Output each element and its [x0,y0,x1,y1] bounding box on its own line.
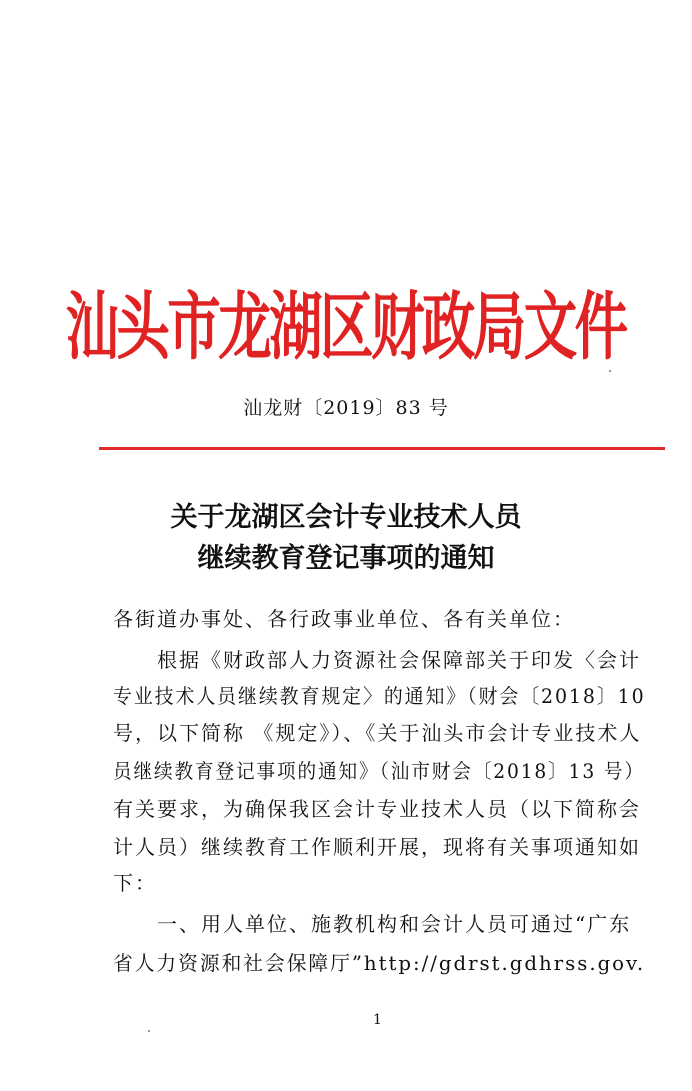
body-line: 下： [113,871,157,895]
body-line: 有关要求，为确保我区会计专业技术人员（以下简称会 [113,797,641,821]
body-line: 根据《财政部人力资源社会保障部关于印发〈会计 [113,648,641,672]
notice-title-line-2: 继续教育登记事项的通知 [197,543,495,574]
body-line: 各街道办事处、各行政事业单位、各有关单位： [113,607,575,631]
body-line: 员继续教育登记事项的通知》（汕市财会〔2018〕13 号） [113,759,645,783]
body-line: 专业技术人员继续教育规定〉的通知》（财会〔2018〕10 [113,684,646,708]
body-line: 计人员）继续教育工作顺利开展，现将有关事项通知如 [113,835,641,859]
header-title: 汕头市龙湖区财政局文件 [65,283,627,370]
page-number: 1 [373,1012,382,1028]
body-line: 省人力资源和社会保障厅”http://gdrst.gdhrss.gov. [113,951,646,975]
body-line: 号，以下简称 《规定》）、《关于汕头市会计专业技术人 [113,721,642,745]
document-number: 汕龙财〔2019〕83 号 [243,397,449,419]
notice-title-line-1: 关于龙湖区会计专业技术人员 [170,502,522,533]
scan-speck [609,370,611,372]
scan-speck [148,1030,150,1032]
red-separator-rule [99,447,665,450]
body-line: 一、用人单位、施教机构和会计人员可通过“广东 [113,912,632,936]
